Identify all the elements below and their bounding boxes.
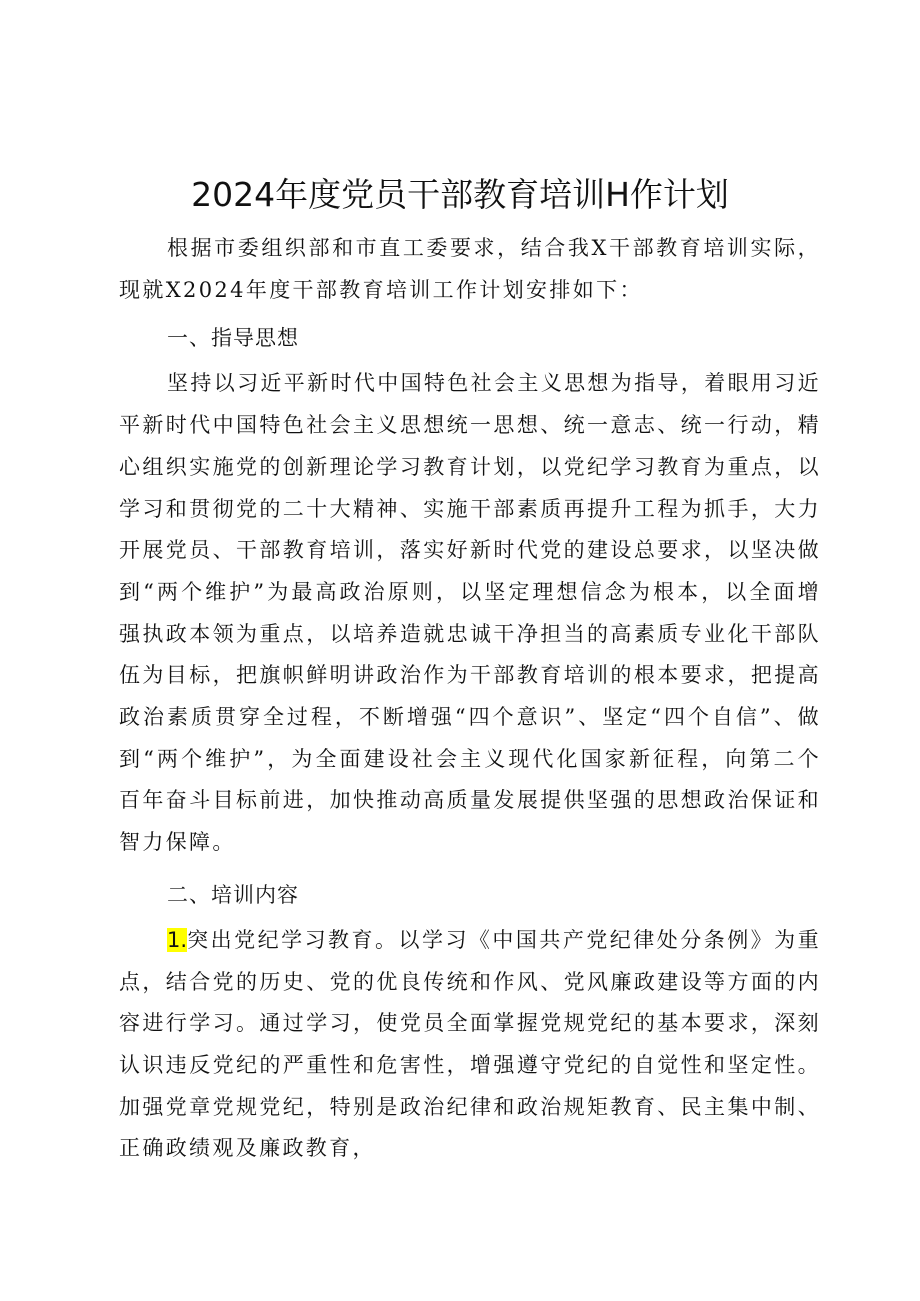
- intro-paragraph: 根据市委组织部和市直工委要求，结合我X干部教育培训实际，现就X2024年度干部教育培训工作计划安排如下：: [119, 236, 821, 302]
- item-number-highlight: 1.: [167, 927, 188, 952]
- document-body: [119, 228, 821, 1170]
- section-heading-guiding-ideology: 一、指导思想: [167, 326, 299, 351]
- guiding-ideology-paragraph: 坚持以习近平新时代中国特色社会主义思想为指导，着眼用习近平新时代中国特色社会主义思想统一思想、统一意志、统一行动，精心组织实施党的创新理论学习教育计划，以党纪学习教育为重点，以学习和贯彻党的二十大精神、实施干部素质再提升工程为抓手，大力开展党员、干部教育培训，落实好新时代党的建设总要求，以坚决做到“两个维护”为最高政治原则，以坚定理想信念为根本，以全面增强执政本领为重点，以培养造就忠诚干净担当的高素质专业化干部队伍为目标，把旗帜鲜明讲政治作为干部教育培训的根本要求，把提高政治素质贯穿全过程，不断增强“四个意识”、坚定“四个自信”、做到“两个维护”，为全面建设社会主义现代化国家新征程，向第二个百年奋斗目标前进，加快推动高质量发展提供坚强的思想政治保证和智力保障。: [119, 371, 821, 855]
- section-heading-training-content: 二、培训内容: [167, 882, 299, 907]
- training-item-1-text: 突出党纪学习教育。以学习《中国共产党纪律处分条例》为重点，结合党的历史、党的优良传统和作风、党风廉政建设等方面的内容进行学习。通过学习，使党员全面掌握党规党纪的基本要求，深刻认识违反党纪的严重性和危害性，增强遵守党纪的自觉性和坚定性。加强党章党规党纪，特别是政治纪律和政治规矩教育、民主集中制、正确政绩观及廉政教育，: [119, 927, 821, 1161]
- training-item-1-paragraph: [119, 920, 821, 1170]
- document-title: 2024年度党员干部教育培训H作计划: [191, 175, 729, 214]
